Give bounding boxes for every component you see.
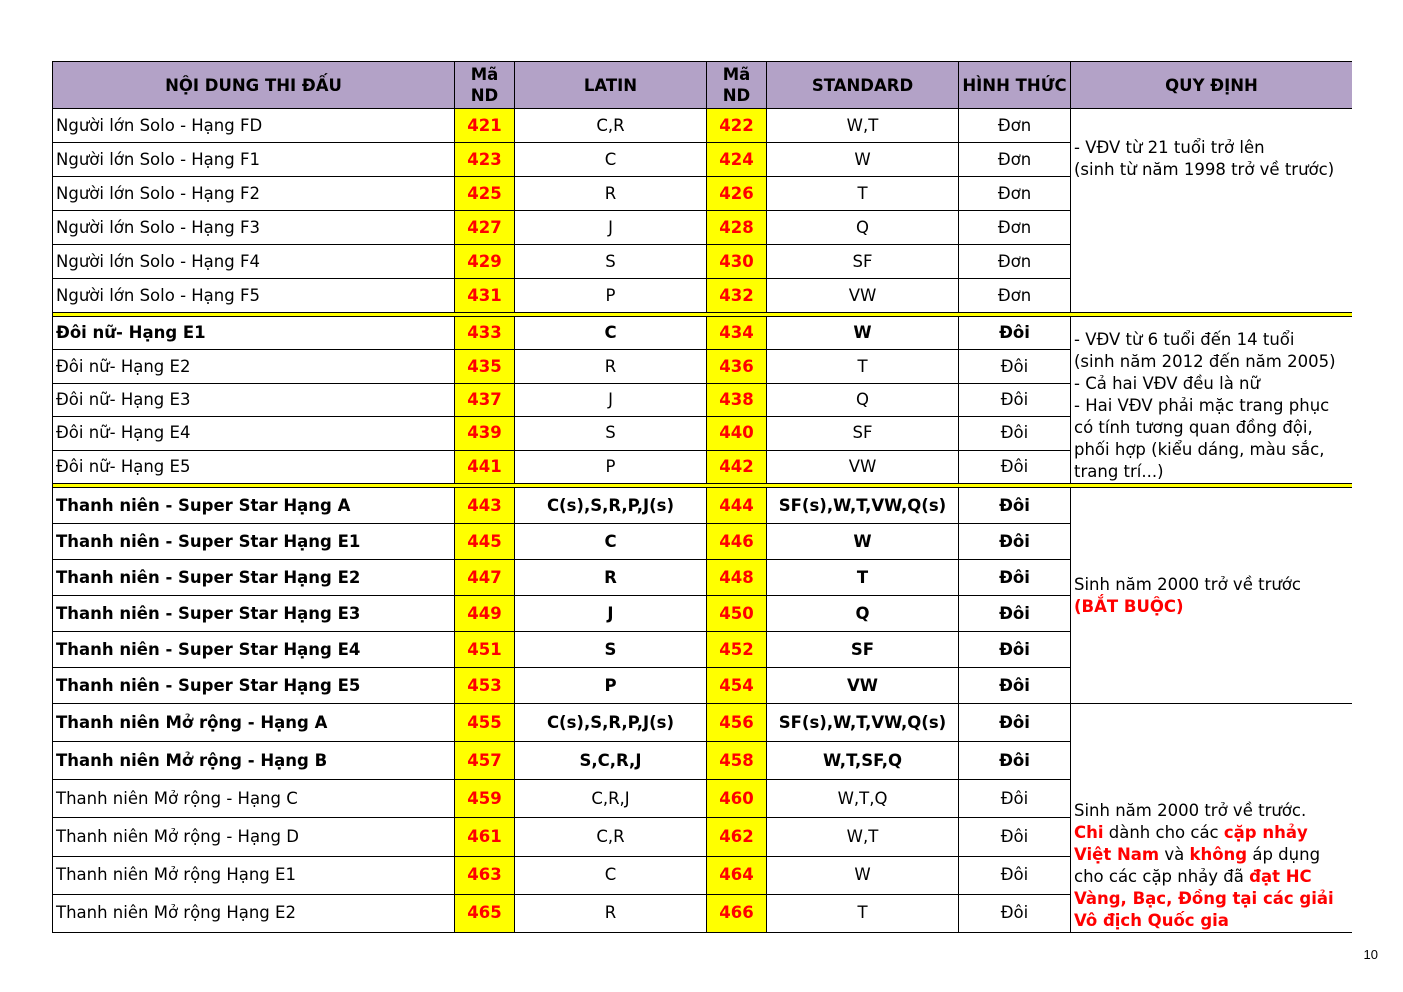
- note-required: (BẮT BUỘC): [1074, 596, 1184, 616]
- standard-dances-cell: W,T,SF,Q: [767, 742, 959, 780]
- event-name-cell: Đôi nữ- Hạng E5: [53, 450, 455, 483]
- table-row: [53, 109, 1353, 143]
- standard-dances-cell: VW: [767, 668, 959, 704]
- standard-dances-cell: SF: [767, 417, 959, 450]
- latin-code-cell: 461: [455, 818, 515, 856]
- standard-dances-cell: T: [767, 350, 959, 383]
- form-cell: Đôi: [959, 818, 1071, 856]
- header-row: [53, 62, 1353, 109]
- latin-code-cell: 435: [455, 350, 515, 383]
- standard-dances-cell: W: [767, 524, 959, 560]
- standard-code-cell: 444: [707, 488, 767, 524]
- standard-dances-cell: W,T,Q: [767, 780, 959, 818]
- latin-dances-cell: C: [515, 524, 707, 560]
- standard-code-cell: 422: [707, 109, 767, 143]
- standard-code-cell: 428: [707, 211, 767, 245]
- event-name-cell: Đôi nữ- Hạng E3: [53, 383, 455, 416]
- standard-code-cell: 440: [707, 417, 767, 450]
- standard-code-cell: 456: [707, 704, 767, 742]
- event-name-cell: Đôi nữ- Hạng E2: [53, 350, 455, 383]
- standard-dances-cell: W: [767, 317, 959, 350]
- competition-table-container: [52, 61, 1352, 941]
- latin-dances-cell: S: [515, 632, 707, 668]
- standard-dances-cell: T: [767, 894, 959, 932]
- standard-dances-cell: W: [767, 856, 959, 894]
- event-name-cell: Thanh niên Mở rộng Hạng E2: [53, 894, 455, 932]
- latin-dances-cell: S,C,R,J: [515, 742, 707, 780]
- latin-code-cell: 427: [455, 211, 515, 245]
- note-text: dành cho các: [1103, 823, 1224, 842]
- note-chi: Chi: [1074, 823, 1104, 842]
- event-name-cell: Thanh niên - Super Star Hạng A: [53, 488, 455, 524]
- latin-dances-cell: R: [515, 560, 707, 596]
- form-cell: Đôi: [959, 704, 1071, 742]
- event-name-cell: Thanh niên - Super Star Hạng E4: [53, 632, 455, 668]
- latin-dances-cell: C: [515, 856, 707, 894]
- table-row: [53, 317, 1353, 350]
- event-name-cell: Thanh niên - Super Star Hạng E2: [53, 560, 455, 596]
- event-name-cell: Thanh niên Mở rộng - Hạng A: [53, 704, 455, 742]
- event-name-cell: Người lớn Solo - Hạng F1: [53, 143, 455, 177]
- latin-dances-cell: R: [515, 177, 707, 211]
- form-cell: Đôi: [959, 450, 1071, 483]
- standard-code-cell: 424: [707, 143, 767, 177]
- note-line: - Cả hai VĐV đều là nữ: [1074, 374, 1260, 393]
- latin-code-cell: 445: [455, 524, 515, 560]
- form-cell: Đôi: [959, 560, 1071, 596]
- event-name-cell: Đôi nữ- Hạng E1: [53, 317, 455, 350]
- standard-code-cell: 464: [707, 856, 767, 894]
- latin-code-cell: 443: [455, 488, 515, 524]
- event-name-cell: Thanh niên Mở rộng - Hạng C: [53, 780, 455, 818]
- event-name-cell: Đôi nữ- Hạng E4: [53, 417, 455, 450]
- latin-dances-cell: C,R: [515, 818, 707, 856]
- latin-dances-cell: C,R: [515, 109, 707, 143]
- standard-code-cell: 446: [707, 524, 767, 560]
- standard-code-cell: 434: [707, 317, 767, 350]
- standard-dances-cell: W,T: [767, 109, 959, 143]
- event-name-cell: Người lớn Solo - Hạng FD: [53, 109, 455, 143]
- note-text: áp dụng cho các cặp nhảy đã: [1074, 845, 1321, 886]
- header-code2: Mã ND: [707, 62, 767, 109]
- form-cell: Đôi: [959, 524, 1071, 560]
- form-cell: Đôi: [959, 350, 1071, 383]
- latin-dances-cell: P: [515, 279, 707, 313]
- standard-code-cell: 450: [707, 596, 767, 632]
- page-number: 10: [1363, 947, 1378, 962]
- event-name-cell: Thanh niên - Super Star Hạng E1: [53, 524, 455, 560]
- event-name-cell: Thanh niên - Super Star Hạng E5: [53, 668, 455, 704]
- competition-table: [52, 61, 1352, 933]
- latin-dances-cell: C: [515, 143, 707, 177]
- note-doi-nu: [1071, 317, 1353, 484]
- note-line: Sinh năm 2000 trở về trước: [1074, 574, 1301, 594]
- form-cell: Đơn: [959, 211, 1071, 245]
- header-code1: Mã ND: [455, 62, 515, 109]
- form-cell: Đôi: [959, 317, 1071, 350]
- form-cell: Đơn: [959, 279, 1071, 313]
- standard-code-cell: 442: [707, 450, 767, 483]
- latin-code-cell: 451: [455, 632, 515, 668]
- note-line: - VĐV từ 6 tuổi đến 14 tuổi: [1074, 330, 1295, 349]
- event-name-cell: Thanh niên - Super Star Hạng E3: [53, 596, 455, 632]
- standard-dances-cell: Q: [767, 383, 959, 416]
- latin-dances-cell: R: [515, 894, 707, 932]
- latin-dances-cell: J: [515, 211, 707, 245]
- form-cell: Đôi: [959, 383, 1071, 416]
- latin-dances-cell: C: [515, 317, 707, 350]
- event-name-cell: Thanh niên Mở rộng Hạng E1: [53, 856, 455, 894]
- latin-code-cell: 437: [455, 383, 515, 416]
- latin-dances-cell: C(s),S,R,P,J(s): [515, 704, 707, 742]
- form-cell: Đôi: [959, 742, 1071, 780]
- standard-dances-cell: SF(s),W,T,VW,Q(s): [767, 488, 959, 524]
- standard-dances-cell: W: [767, 143, 959, 177]
- form-cell: Đôi: [959, 417, 1071, 450]
- latin-code-cell: 425: [455, 177, 515, 211]
- form-cell: Đôi: [959, 488, 1071, 524]
- table-row: [53, 704, 1353, 742]
- standard-dances-cell: W,T: [767, 818, 959, 856]
- latin-dances-cell: P: [515, 450, 707, 483]
- standard-dances-cell: T: [767, 177, 959, 211]
- standard-dances-cell: Q: [767, 596, 959, 632]
- header-rule: QUY ĐỊNH: [1071, 62, 1353, 109]
- note-line: - VĐV từ 21 tuổi trở lên: [1074, 138, 1265, 157]
- latin-code-cell: 459: [455, 780, 515, 818]
- standard-dances-cell: T: [767, 560, 959, 596]
- form-cell: Đôi: [959, 856, 1071, 894]
- latin-code-cell: 453: [455, 668, 515, 704]
- note-solo: [1071, 109, 1353, 313]
- standard-code-cell: 432: [707, 279, 767, 313]
- latin-code-cell: 439: [455, 417, 515, 450]
- form-cell: Đơn: [959, 109, 1071, 143]
- note-text: và: [1159, 845, 1190, 864]
- standard-code-cell: 454: [707, 668, 767, 704]
- latin-code-cell: 421: [455, 109, 515, 143]
- note-khong: không: [1189, 845, 1248, 864]
- note-super-star: [1071, 488, 1353, 704]
- latin-dances-cell: J: [515, 596, 707, 632]
- latin-code-cell: 455: [455, 704, 515, 742]
- note-medal: đạt HC Vàng, Bạc, Đồng tại các giải Vô địch Quốc gia: [1074, 867, 1334, 930]
- event-name-cell: Người lớn Solo - Hạng F4: [53, 245, 455, 279]
- latin-code-cell: 441: [455, 450, 515, 483]
- standard-code-cell: 430: [707, 245, 767, 279]
- form-cell: Đơn: [959, 143, 1071, 177]
- standard-code-cell: 452: [707, 632, 767, 668]
- header-latin: LATIN: [515, 62, 707, 109]
- standard-code-cell: 438: [707, 383, 767, 416]
- note-paragraph: [1074, 822, 1349, 932]
- standard-dances-cell: SF: [767, 245, 959, 279]
- table-row: [53, 488, 1353, 524]
- event-name-cell: Thanh niên Mở rộng - Hạng D: [53, 818, 455, 856]
- event-name-cell: Người lớn Solo - Hạng F3: [53, 211, 455, 245]
- standard-dances-cell: VW: [767, 279, 959, 313]
- latin-code-cell: 423: [455, 143, 515, 177]
- form-cell: Đôi: [959, 894, 1071, 932]
- standard-code-cell: 466: [707, 894, 767, 932]
- note-open: [1071, 704, 1353, 933]
- latin-code-cell: 465: [455, 894, 515, 932]
- standard-dances-cell: SF: [767, 632, 959, 668]
- note-line: Sinh năm 2000 trở về trước.: [1074, 801, 1307, 820]
- latin-code-cell: 431: [455, 279, 515, 313]
- latin-dances-cell: S: [515, 245, 707, 279]
- form-cell: Đôi: [959, 632, 1071, 668]
- latin-code-cell: 433: [455, 317, 515, 350]
- standard-code-cell: 462: [707, 818, 767, 856]
- form-cell: Đôi: [959, 668, 1071, 704]
- header-form: HÌNH THỨC: [959, 62, 1071, 109]
- note-line: (sinh từ năm 1998 trở về trước): [1074, 160, 1335, 179]
- latin-code-cell: 429: [455, 245, 515, 279]
- standard-code-cell: 458: [707, 742, 767, 780]
- note-line: (sinh năm 2012 đến năm 2005): [1074, 352, 1336, 371]
- form-cell: Đơn: [959, 177, 1071, 211]
- latin-dances-cell: P: [515, 668, 707, 704]
- standard-code-cell: 448: [707, 560, 767, 596]
- latin-code-cell: 463: [455, 856, 515, 894]
- form-cell: Đơn: [959, 245, 1071, 279]
- note-line: - Hai VĐV phải mặc trang phục có tính tương quan đồng đội, phối hợp (kiểu dáng, màu sắc, trang trí...): [1074, 396, 1330, 481]
- latin-dances-cell: S: [515, 417, 707, 450]
- latin-dances-cell: J: [515, 383, 707, 416]
- latin-code-cell: 447: [455, 560, 515, 596]
- header-standard: STANDARD: [767, 62, 959, 109]
- latin-dances-cell: C,R,J: [515, 780, 707, 818]
- standard-code-cell: 436: [707, 350, 767, 383]
- standard-code-cell: 426: [707, 177, 767, 211]
- standard-dances-cell: Q: [767, 211, 959, 245]
- latin-dances-cell: C(s),S,R,P,J(s): [515, 488, 707, 524]
- latin-code-cell: 449: [455, 596, 515, 632]
- standard-dances-cell: SF(s),W,T,VW,Q(s): [767, 704, 959, 742]
- form-cell: Đôi: [959, 596, 1071, 632]
- latin-code-cell: 457: [455, 742, 515, 780]
- latin-dances-cell: R: [515, 350, 707, 383]
- standard-code-cell: 460: [707, 780, 767, 818]
- form-cell: Đôi: [959, 780, 1071, 818]
- note-pairs: cặp nhảy Việt Nam: [1074, 823, 1308, 864]
- event-name-cell: Người lớn Solo - Hạng F5: [53, 279, 455, 313]
- event-name-cell: Người lớn Solo - Hạng F2: [53, 177, 455, 211]
- header-content: NỘI DUNG THI ĐẤU: [53, 62, 455, 109]
- standard-dances-cell: VW: [767, 450, 959, 483]
- event-name-cell: Thanh niên Mở rộng - Hạng B: [53, 742, 455, 780]
